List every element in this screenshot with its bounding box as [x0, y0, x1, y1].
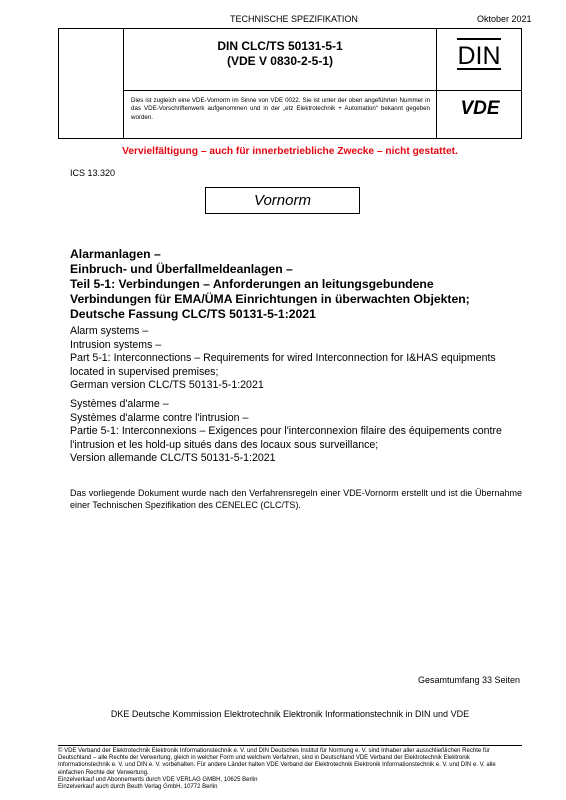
sales-line: Einzelverkauf und Abonnements durch VDE VERLAG GMBH, 10625 Berlin [58, 777, 258, 783]
title-french [70, 398, 522, 466]
title-de-line: Verbindungen für EMA/ÜMA Einrichtungen in überwachten Objekten; [70, 292, 470, 306]
status-box [205, 187, 360, 214]
title-de-line: Alarmanlagen – [70, 247, 161, 261]
committee-name: DKE Deutsche Kommission Elektrotechnik Elektronik Informationstechnik in DIN und VDE [110, 709, 470, 719]
title-de-line: Einbruch- und Überfallmeldeanlagen – [70, 262, 293, 276]
total-pages: Gesamtumfang 33 Seiten [417, 675, 520, 685]
sales-line: Einzelverkauf auch durch Beuth Verlag GmbH, 10772 Berlin [58, 784, 218, 791]
ics-code: ICS 13.320 [70, 168, 116, 178]
title-fr-line: Partie 5-1: Interconnexions – Exigences pour l'interconnexion filaire des équipements contre [70, 425, 502, 438]
vde-note: Dies ist zugleich eine VDE-Vornorm im Sinne von VDE 0022. Sie ist unter der oben angeführten Nummer in das VDE-Vorschriftenwerk aufgenommen und in der „etz Elektrotechnik + Automation“ bekannt gegeben worden. [131, 97, 430, 121]
status-label: Vornorm [254, 192, 311, 209]
title-fr-line: l'intrusion et les hold-up situés dans des locaux sous surveillance; [70, 438, 379, 451]
title-de-line: Deutsche Fassung CLC/TS 50131-5-1:2021 [70, 307, 316, 321]
title-fr-line: Systèmes d'alarme contre l'intrusion – [70, 411, 249, 424]
title-en-line: Intrusion systems – [70, 338, 162, 351]
title-en-line: German version CLC/TS 50131-5-1:2021 [70, 379, 264, 392]
vde-number: (VDE V 0830-2-5-1) [226, 54, 334, 68]
svg-text:VDE: VDE [460, 98, 500, 117]
header-divider-right [436, 29, 437, 138]
title-en-line: located in supervised premises; [70, 365, 219, 378]
title-en-line: Part 5-1: Interconnections – Requirements for wired Interconnection for I&HAS equipments [70, 352, 496, 365]
svg-text:DIN: DIN [457, 42, 501, 70]
intro-paragraph: Das vorliegende Dokument wurde nach den Verfahrensregeln einer VDE-Vornorm erstellt und ist die Übernahme einer Technischen Spezifikation des CENELEC (CLC/TS). [70, 488, 522, 511]
vde-logo [447, 97, 513, 117]
title-de-line: Teil 5-1: Verbindungen – Anforderungen an leitungsgebundene [70, 277, 434, 291]
title-german [70, 247, 522, 322]
title-fr-line: Version allemande CLC/TS 50131-5-1:2021 [70, 452, 276, 465]
title-en-line: Alarm systems – [70, 325, 149, 337]
header-box [58, 28, 522, 139]
reproduction-warning: Vervielfältigung – auch für innerbetriebliche Zwecke – nicht gestattet. [122, 146, 458, 157]
publication-date: Oktober 2021 [477, 14, 532, 24]
din-logo [457, 37, 501, 71]
standard-number-block [124, 39, 436, 69]
header-divider-horizontal [123, 90, 521, 91]
document-type: TECHNISCHE SPEZIFIKATION [230, 14, 358, 24]
title-english [70, 325, 522, 393]
footer-divider [58, 745, 522, 746]
standard-number: DIN CLC/TS 50131-5-1 [217, 39, 343, 53]
title-fr-line: Systèmes d'alarme – [70, 398, 169, 410]
sales-info [58, 777, 522, 791]
copyright-notice: © VDE Verband der Elektrotechnik Elektronik Informationstechnik e. V. und DIN Deutsches Institut für Normung e. V. sind Inhaber aller ausschließlichen Rechte für Deutschland – alle Rechte der Verwertung, gleich in welcher Form und welchem Verfahren, sind in Deutschland VDE Verband der Elektrotechnik Elektronik Informationstechnik e. V. und DIN e. V. vorbehalten. Für andere Länder halten VDE Verband der Elektrotechnik Elektronik Informationstechnik e. V. und DIN e. V. alle einfachen Rechte der Verwertung. [58, 748, 496, 776]
